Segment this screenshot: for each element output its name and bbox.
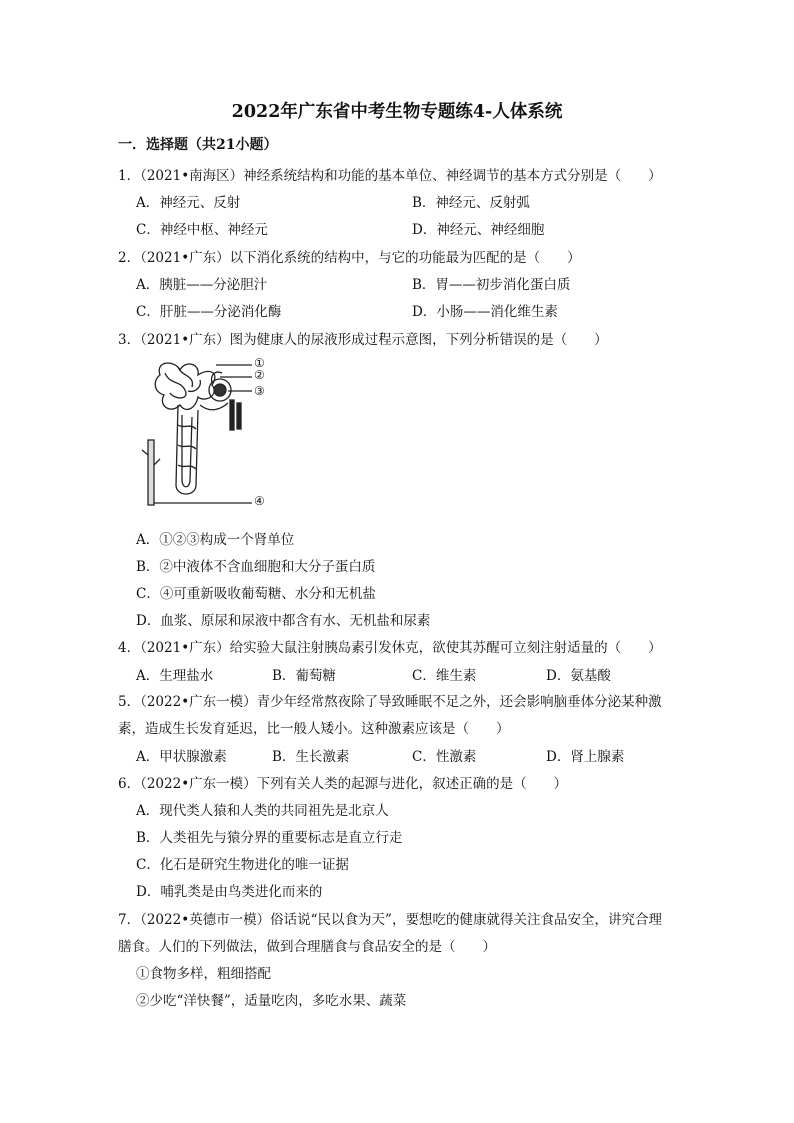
question-7-item-2: ②少吃“洋快餐”，适量吃肉，多吃水果、蔬菜 <box>136 993 407 1009</box>
question-5-option-a: A．甲状腺激素 <box>136 749 227 765</box>
question-4-stem: 4．（2021•广东）给实验大鼠注射胰岛素引发休克，欲使其苏醒可立刻注射适量的（ ） <box>118 640 662 656</box>
diagram-label-1: ① <box>254 356 265 370</box>
diagram-label-2: ② <box>254 368 265 382</box>
question-2-option-c: C．肝脏——分泌消化酶 <box>136 304 282 320</box>
question-7-stem-continued: 膳食。人们的下列做法，做到合理膳食与食品安全的是（ ） <box>118 939 496 955</box>
question-1-stem: 1．（2021•南海区）神经系统结构和功能的基本单位、神经调节的基本方式分别是（ ） <box>118 168 662 184</box>
diagram-label-3: ③ <box>254 384 265 398</box>
question-5-stem-continued: 素，造成生长发育延迟，比一般人矮小。这种激素应该是（ ） <box>118 721 510 737</box>
question-2-option-a: A．胰脏——分泌胆汁 <box>136 277 268 293</box>
question-2-stem: 2．（2021•广东）以下消化系统的结构中，与它的功能最为匹配的是（ ） <box>118 250 581 266</box>
question-7-stem: 7．（2022•英德市一模）俗话说“民以食为天”，要想吃的健康就得关注食品安全，讲究合理 <box>118 912 662 928</box>
question-5-option-d: D．肾上腺素 <box>546 749 625 765</box>
question-1-option-d: D．神经元、神经细胞 <box>412 222 545 238</box>
question-1-option-a: A．神经元、反射 <box>136 195 241 211</box>
question-3-option-d: D．血浆、原尿和尿液中都含有水、无机盐和尿素 <box>136 613 431 629</box>
question-3-stem: 3．（2021•广东）图为健康人的尿液形成过程示意图，下列分析错误的是（ ） <box>118 332 608 348</box>
question-1-option-b: B．神经元、反射弧 <box>412 195 530 211</box>
question-3-option-c: C．④可重新吸收葡萄糖、水分和无机盐 <box>136 586 376 602</box>
question-2-option-b: B．胃——初步消化蛋白质 <box>412 277 571 293</box>
question-1-option-c: C．神经中枢、神经元 <box>136 222 268 238</box>
question-6-option-b: B．人类祖先与猿分界的重要标志是直立行走 <box>136 830 403 846</box>
question-6-option-d: D．哺乳类是由鸟类进化而来的 <box>136 884 323 900</box>
section-heading: 一．选择题（共21小题） <box>118 137 278 153</box>
question-4-option-d: D．氨基酸 <box>546 668 611 684</box>
question-4-option-c: C．维生素 <box>412 668 477 684</box>
question-3-option-a: A．①②③构成一个肾单位 <box>136 532 295 548</box>
question-6-option-c: C．化石是研究生物进化的唯一证据 <box>136 857 349 873</box>
question-7-item-1: ①食物多样，粗细搭配 <box>136 966 271 982</box>
question-5-option-c: C．性激素 <box>412 749 477 765</box>
question-5-option-b: B．生长激素 <box>272 749 350 765</box>
page-title: 2022年广东省中考生物专题练4-人体系统 <box>231 102 563 122</box>
question-5-stem: 5．（2022•广东一模）青少年经常熬夜除了导致睡眠不足之外，还会影响脑垂体分泌某种激 <box>118 694 662 710</box>
question-6-option-a: A．现代类人猿和人类的共同祖先是北京人 <box>136 803 389 819</box>
question-4-option-b: B．葡萄糖 <box>272 668 336 684</box>
question-2-option-d: D．小肠——消化维生素 <box>412 304 558 320</box>
question-3-option-b: B．②中液体不含血细胞和大分子蛋白质 <box>136 559 376 575</box>
diagram-label-4: ④ <box>254 494 265 508</box>
question-4-option-a: A．生理盐水 <box>136 668 214 684</box>
question-6-stem: 6．（2022•广东一模）下列有关人类的起源与进化，叙述正确的是（ ） <box>118 776 568 792</box>
